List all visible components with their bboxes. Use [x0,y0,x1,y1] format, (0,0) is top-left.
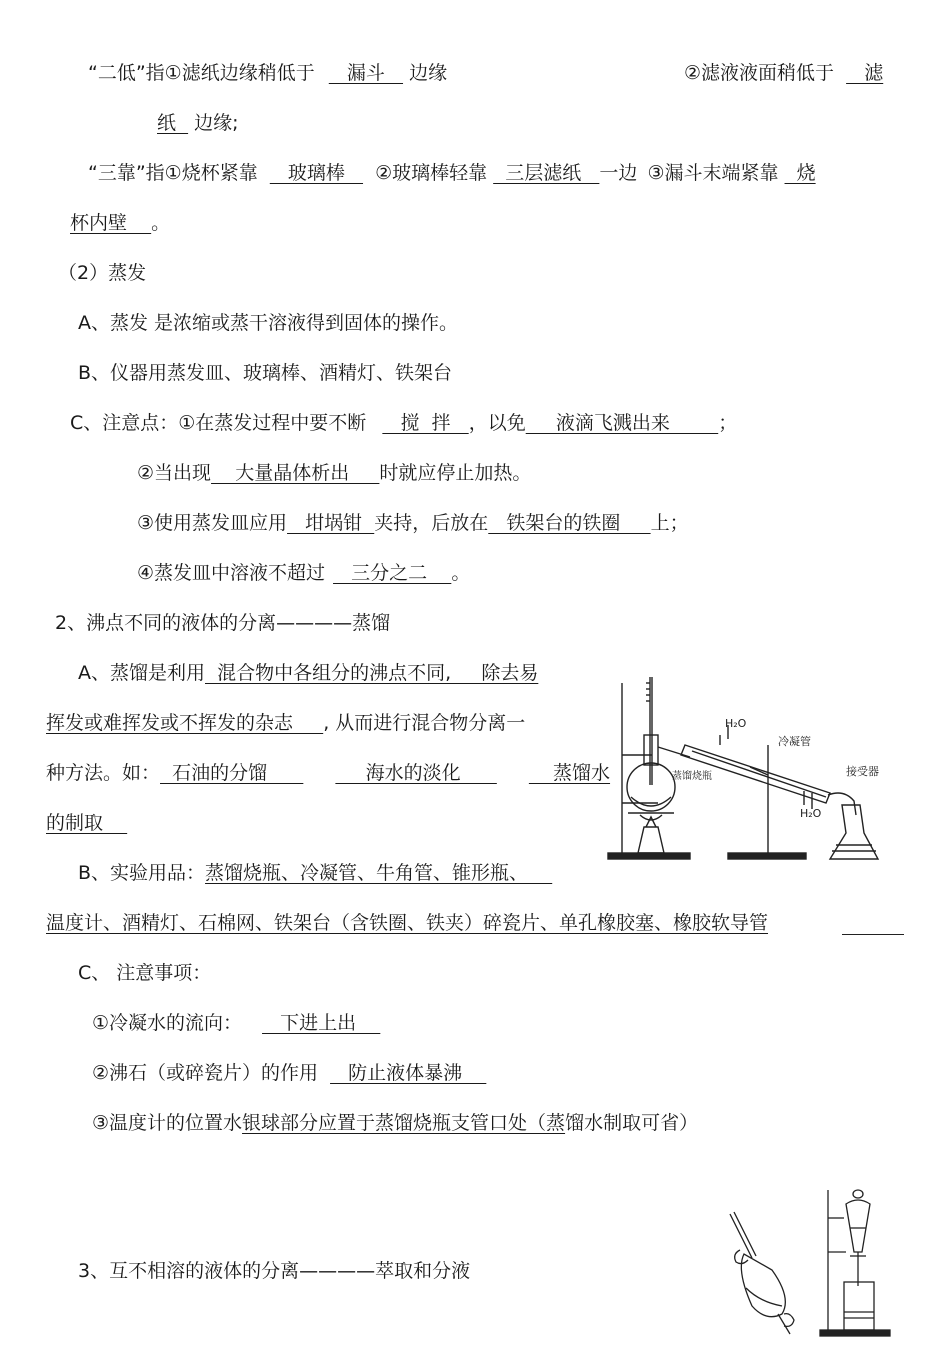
evaporation-blank-splash: 液滴飞溅出来 [525,412,719,434]
sankao-end: 。 [151,212,171,234]
distillation-n2-prefix: ②沸石（或碎瓷片）的作用 [92,1062,319,1084]
distillation-a1 [78,660,538,686]
sankao-p2: ②玻璃棒轻靠 [375,162,488,184]
separatory-funnel-shaking-illustration [722,1210,802,1342]
distillation-blank-thermometer: 银球部分应置于蒸馏烧瓶支管口处（蒸 [242,1112,566,1134]
distillation-c-heading: C、 注意事项： [78,962,212,984]
separatory-funnel-stand-illustration [806,1182,898,1340]
sankao-blank-beaker-a: 烧 [784,162,816,184]
apparatus-underline-tail [842,934,904,935]
evaporation-heading: （2）蒸发 [58,262,147,284]
distillation-a-after: , 从而进行混合物分离一 [323,712,526,734]
distillation-n3-end: 馏水制取可省） [565,1112,699,1134]
distillation-blank-apparatus-a: 蒸馏烧瓶、冷凝管、牛角管、锥形瓶、 [205,862,553,884]
distillation-b2 [46,910,768,936]
distillation-n3-prefix: ③温度计的位置水 [92,1112,243,1134]
distillation-blank-apparatus-b: 温度计、酒精灯、石棉网、铁架台（含铁圈、铁夹）碎瓷片、单孔橡胶塞、橡胶软导管 [46,912,769,934]
erdi-blank-filterpaper-a: 滤 [846,62,884,84]
erdi-line [88,60,447,86]
evaporation-p3 [137,510,689,536]
distillation-n1-prefix: ①冷凝水的流向： [92,1012,243,1034]
sankao-p2-end: 一边 [599,162,638,184]
diagram-label-receiver: 接受器 [846,765,879,778]
evaporation-blank-twothirds: 三分之二 [333,562,452,584]
sankao-blank-beaker-b: 杯内壁 [70,212,152,234]
evaporation-b: B、仪器用蒸发皿、玻璃棒、酒精灯、铁架台 [78,362,453,384]
erdi-part2 [684,60,883,86]
distillation-n2 [92,1060,486,1086]
evaporation-blank-crystals: 大量晶体析出 [211,462,380,484]
distillation-apparatus-diagram [600,675,900,870]
sankao-prefix: “三靠”指①烧杯紧靠 [88,162,258,184]
distillation-a-prefix: A、蒸馏是利用 [78,662,205,684]
distillation-blank-principle-b: 挥发或难挥发或不挥发的杂志 [46,712,324,734]
evaporation-p2-end: 时就应停止加热。 [379,462,532,484]
diagram-label-water-top: H₂O [725,717,747,730]
distillation-example-water-a: 蒸馏水 [528,762,611,784]
evaporation-blank-stir: 搅 拌 [382,412,469,434]
distillation-example-petroleum: 石油的分馏 [160,762,304,784]
diagram-label-condenser: 冷凝管 [778,735,811,748]
evaporation-blank-ring: 铁架台的铁圈 [488,512,651,534]
evaporation-p2-prefix: ②当出现 [137,462,212,484]
distillation-a3-prefix: 种方法。如： [46,762,161,784]
sankao-p3: ③漏斗末端紧靠 [647,162,779,184]
distillation-example-seawater: 海水的淡化 [335,762,497,784]
evaporation-p3-end: 上； [650,512,689,534]
evaporation-p4 [137,560,470,586]
sankao-blank-layers: 三层滤纸 [493,162,600,184]
distillation-n3 [92,1110,698,1136]
sankao-line [88,160,816,186]
distillation-b1 [78,860,552,886]
erdi-prefix: “二低”指①滤纸边缘稍低于 [88,62,315,84]
distillation-a4 [46,810,127,836]
distillation-a2 [46,710,525,736]
evaporation-c-label: C、注意点：①在蒸发过程中要不断 [70,412,367,434]
sankao-line2 [70,210,170,236]
distillation-blank-boiling: 防止液体暴沸 [330,1062,487,1084]
evaporation-p4-prefix: ④蒸发皿中溶液不超过 [137,562,326,584]
erdi-mid: 边缘 [409,62,448,84]
distillation-n1 [92,1010,380,1036]
evaporation-a [78,310,458,336]
sankao-blank-rod: 玻璃棒 [269,162,364,184]
erdi-line2 [157,110,239,136]
diagram-label-flask: 蒸馏烧瓶 [672,771,712,782]
erdi-blank-filterpaper-b: 纸 [157,112,189,134]
extraction-heading: 3、互不相溶的液体的分离————萃取和分液 [78,1260,471,1282]
distillation-heading: 2、沸点不同的液体的分离————蒸馏 [55,612,391,634]
distillation-blank-principle-a: 混合物中各组分的沸点不同, 除去易 [205,662,539,684]
evaporation-a-label: A、 [78,312,110,334]
distillation-a3 [46,760,610,786]
distillation-blank-flow: 下进上出 [262,1012,381,1034]
evaporation-a-text: 蒸发 是浓缩或蒸干溶液得到固体的操作。 [110,312,459,334]
evaporation-p4-end: 。 [451,562,471,584]
diagram-label-water-bottom: H₂O [800,807,822,820]
evaporation-p3-prefix: ③使用蒸发皿应用 [137,512,288,534]
evaporation-blank-tongs: 坩埚钳 [287,512,375,534]
distillation-example-water-b: 的制取 [46,812,128,834]
evaporation-c [70,410,737,436]
evaporation-c-mid: ，以免 [468,412,526,434]
evaporation-p3-mid: 夹持，后放在 [374,512,489,534]
evaporation-p2 [137,460,531,486]
evaporation-c-end: ； [718,412,738,434]
erdi-blank-funnel: 漏斗 [328,62,404,84]
erdi-p2: ②滤液液面稍低于 [684,62,835,84]
erdi-end: 边缘; [194,112,239,134]
distillation-b-prefix: B、实验用品： [78,862,206,884]
